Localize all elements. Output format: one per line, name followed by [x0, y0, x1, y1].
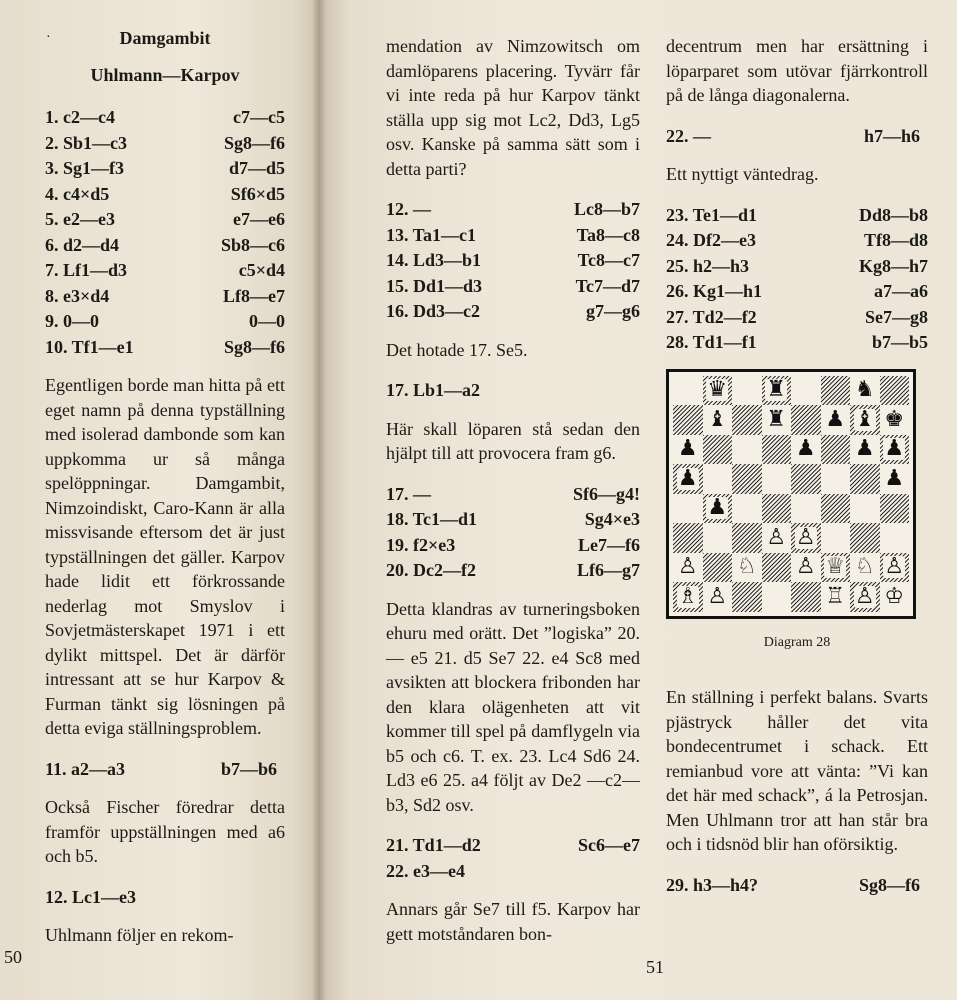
board-square: [732, 494, 762, 524]
chess-piece: ♝: [707, 406, 728, 432]
move-row: [666, 124, 928, 149]
board-square: [673, 464, 703, 494]
black-move: Sg8—f6: [858, 874, 920, 895]
paragraph: Ett nyttigt väntedrag.: [666, 164, 819, 184]
white-move: 12. Lc1—e3: [45, 886, 136, 907]
black-move: Lf6—g7: [577, 560, 640, 580]
move-row: [666, 873, 928, 898]
board-square: [732, 464, 762, 494]
board-square: [791, 464, 821, 494]
paragraph: Också Fischer föredrar detta framför uppställningen med a6 och b5.: [45, 797, 285, 866]
chess-piece: ♟: [825, 406, 846, 432]
board-square: [762, 464, 792, 494]
game-players: Uhlmann—Karpov: [90, 64, 240, 85]
board-square: [880, 523, 910, 553]
white-move: 20. Dc2—f2: [386, 560, 476, 580]
stray-mark: ·: [46, 30, 51, 45]
left-column: [45, 26, 285, 964]
book-gutter: [312, 0, 326, 1000]
move-row: [45, 885, 285, 910]
board-square: [821, 494, 851, 524]
chess-piece: ♛: [707, 377, 728, 403]
paragraph: mendation av Nimzowitsch om damlöparens placering. Tyvärr får vi inte reda på hur Karpov tänkt ställa upp sig mot Lc2, Dd3, Lg5 osv. Kanske på samma sätt som i detta parti?: [386, 36, 640, 179]
paragraph: decentrum men har ersättning i löparparet som utövar fjärrkontroll på de långa diagonalerna.: [666, 36, 928, 105]
chess-piece: ♜: [766, 377, 787, 403]
chess-piece: ♟: [677, 465, 698, 491]
black-move: Sc6—e7: [578, 835, 640, 855]
board-square: [762, 376, 792, 406]
board-square: [791, 405, 821, 435]
chess-piece: ♙: [677, 554, 698, 580]
black-move: 0—0: [249, 311, 285, 331]
black-move: g7—g6: [586, 301, 640, 321]
black-move: Sf6×d5: [230, 183, 285, 204]
black-move: e7—e6: [233, 209, 285, 229]
chess-piece: ♕: [825, 554, 846, 580]
chess-piece: ♟: [795, 436, 816, 462]
white-move: 12. —: [386, 199, 431, 219]
board-square: [850, 435, 880, 465]
paragraph: Det hotade 17. Se5.: [386, 339, 528, 360]
black-move: d7—d5: [228, 158, 285, 178]
chess-diagram: [666, 369, 916, 619]
white-move: 5. e2—e3: [45, 209, 115, 229]
board-square: [791, 553, 821, 583]
board-square: [703, 435, 733, 465]
chess-piece: ♟: [884, 465, 905, 491]
white-move: 15. Dd1—d3: [386, 275, 483, 296]
chess-piece: ♟: [677, 436, 698, 462]
board-square: [821, 582, 851, 612]
black-move: Tc7—d7: [575, 275, 640, 296]
board-square: [850, 582, 880, 612]
white-move: 17. Lb1—a2: [386, 380, 481, 400]
move-list: [386, 482, 640, 583]
chess-piece: ♙: [854, 583, 875, 609]
right-column: [666, 34, 928, 911]
black-move: Sg8—f6: [223, 336, 285, 357]
board-square: [850, 464, 880, 494]
middle-column: [386, 34, 640, 962]
white-move: 10. Tf1—e1: [45, 336, 134, 357]
opening-moves: [45, 105, 285, 359]
chess-piece: ♟: [884, 436, 905, 462]
board-square: [791, 523, 821, 553]
white-move: 26. Kg1—h1: [666, 281, 763, 301]
chess-piece: ♗: [677, 583, 698, 609]
black-move: c7—c5: [233, 107, 285, 127]
chess-piece: ♘: [854, 554, 875, 580]
white-move: 24. Df2—e3: [666, 230, 756, 250]
chess-piece: ♙: [707, 583, 728, 609]
paragraph: Detta klandras av turneringsboken ehuru med orätt. Det ”logiska” 20. — e5 21. d5 Se7 22. e4 Sc8 med avsikten att blockera fribonden har den klara olägenheten att vit kommer till spel på damflygeln via b5 och c6. T. ex. 23. Lc4 Sd6 24. Ld3 e6 25. a4 följt av De2 —c2—b3, Sd2 osv.: [386, 598, 640, 815]
board-square: [821, 405, 851, 435]
board-square: [762, 553, 792, 583]
chess-piece: ♜: [766, 406, 787, 432]
black-move: [578, 859, 640, 884]
black-move: Tc8—c7: [577, 250, 640, 270]
paragraph: Annars går Se7 till f5. Karpov har gett motståndaren bon-: [386, 899, 640, 944]
board-square: [791, 435, 821, 465]
black-move: Se7—g8: [865, 306, 928, 327]
black-move: h7—h6: [863, 125, 920, 146]
move-row: [45, 757, 285, 782]
board-square: [703, 553, 733, 583]
white-move: 11. a2—a3: [45, 758, 126, 779]
board-square: [673, 376, 703, 406]
board-square: [673, 435, 703, 465]
black-move: Tf8—d8: [863, 230, 928, 250]
black-move: Kg8—h7: [858, 255, 928, 276]
move-list: [386, 833, 640, 883]
board-square: [762, 582, 792, 612]
chess-piece: ♚: [884, 406, 905, 432]
board-square: [703, 464, 733, 494]
white-move: 21. Td1—d2: [386, 835, 481, 855]
board-square: [732, 376, 762, 406]
white-move: 22. e3—e4: [386, 860, 465, 881]
board-square: [732, 553, 762, 583]
board-square: [880, 464, 910, 494]
white-move: 9. 0—0: [45, 311, 99, 331]
board-square: [703, 582, 733, 612]
board-square: [850, 376, 880, 406]
board-square: [850, 523, 880, 553]
white-move: 3. Sg1—f3: [45, 158, 125, 178]
white-move: 17. —: [386, 483, 431, 504]
board-square: [703, 494, 733, 524]
paragraph: Här skall löparen stå sedan den hjälpt till att provocera fram g6.: [386, 418, 640, 463]
black-move: Sg4×e3: [584, 509, 640, 529]
black-move: b7—b5: [871, 332, 928, 352]
white-move: 7. Lf1—d3: [45, 260, 128, 280]
move-row: [386, 378, 640, 403]
black-move: Ta8—c8: [576, 224, 640, 245]
board-square: [821, 376, 851, 406]
board-square: [732, 582, 762, 612]
chess-piece: ♖: [825, 583, 846, 609]
board-square: [821, 464, 851, 494]
board-square: [791, 582, 821, 612]
board-square: [703, 523, 733, 553]
board-square: [880, 405, 910, 435]
board-square: [821, 435, 851, 465]
game-title: Damgambit: [119, 28, 211, 48]
white-move: 6. d2—d4: [45, 234, 120, 255]
black-move: Sf6—g4!: [573, 483, 640, 504]
board-square: [732, 405, 762, 435]
white-move: 25. h2—h3: [666, 255, 750, 276]
board-square: [850, 494, 880, 524]
chess-piece: ♝: [854, 406, 875, 432]
move-list: [666, 203, 928, 355]
paragraph: En ställning i perfekt balans. Svarts pjästryck håller det vita bondecentrumet i schack. Ett remianbud vore att vänta: ”Vi kan det här med schack”, á la Petrosjan. Men Uhlmann tror att han står bra och i tidsnöd blir han oförsiktig.: [666, 687, 928, 854]
board-square: [732, 435, 762, 465]
black-move: Le7—f6: [578, 534, 640, 555]
chess-piece: ♞: [854, 377, 875, 403]
white-move: 2. Sb1—c3: [45, 132, 128, 153]
white-move: 23. Te1—d1: [666, 204, 758, 225]
board-square: [762, 405, 792, 435]
board-square: [703, 376, 733, 406]
board-square: [732, 523, 762, 553]
board-square: [821, 553, 851, 583]
board-square: [850, 405, 880, 435]
white-move: 18. Tc1—d1: [386, 509, 478, 529]
white-move: 29. h3—h4?: [666, 874, 759, 895]
board-square: [673, 494, 703, 524]
chess-piece: ♟: [707, 495, 728, 521]
board-square: [673, 405, 703, 435]
black-move: Sb8—c6: [220, 234, 285, 255]
white-move: 28. Td1—f1: [666, 332, 757, 352]
board-square: [791, 376, 821, 406]
white-move: 27. Td2—f2: [666, 306, 757, 327]
board-square: [673, 553, 703, 583]
move-list: [386, 197, 640, 324]
chess-board: [673, 376, 909, 612]
board-square: [762, 494, 792, 524]
chess-piece: ♙: [884, 554, 905, 580]
chess-piece: ♟: [854, 436, 875, 462]
black-move: a7—a6: [874, 281, 928, 301]
board-square: [880, 435, 910, 465]
paragraph: Egentligen borde man hitta på ett eget namn på denna typställning med isolerad dambonde som kan uppkomma ur så många spelöppningar. Damgambit, Nimzoindiskt, Caro-Kann är alla missvisande eftersom det är just typställningen det gäller. Karpov hade lidit ett förkrossande nederlag mot Smyslov i Sovjetmästerskapet 1971 i ett dylikt mittspel. Det är därför intressant att se hur Karpov & Furman tänkt sig lösningen på detta eviga ställningsproblem.: [45, 375, 285, 738]
white-move: 4. c4×d5: [45, 183, 110, 204]
chess-piece: ♙: [766, 524, 787, 550]
chess-piece: ♙: [795, 524, 816, 550]
board-square: [880, 494, 910, 524]
board-square: [703, 405, 733, 435]
white-move: 16. Dd3—c2: [386, 301, 480, 321]
paragraph: Uhlmann följer en rekom-: [45, 925, 234, 945]
chess-piece: ♙: [795, 554, 816, 580]
white-move: 14. Ld3—b1: [386, 250, 482, 270]
board-square: [762, 523, 792, 553]
board-square: [850, 553, 880, 583]
chess-piece: ♔: [884, 583, 905, 609]
board-square: [762, 435, 792, 465]
board-square: [673, 582, 703, 612]
page-number-right: 51: [646, 957, 664, 977]
board-square: [880, 582, 910, 612]
white-move: 19. f2×e3: [386, 534, 456, 555]
chess-piece: ♘: [736, 554, 757, 580]
white-move: 1. c2—c4: [45, 107, 115, 127]
black-move: c5×d4: [238, 260, 285, 280]
white-move: 22. —: [666, 125, 711, 146]
board-square: [880, 376, 910, 406]
board-square: [673, 523, 703, 553]
board-square: [880, 553, 910, 583]
white-move: 8. e3×d4: [45, 285, 110, 306]
board-square: [791, 494, 821, 524]
diagram-caption: Diagram 28: [763, 634, 831, 650]
black-move: Sg8—f6: [223, 132, 285, 153]
black-move: Lc8—b7: [573, 199, 640, 219]
black-move: b7—b6: [220, 758, 277, 779]
board-square: [821, 523, 851, 553]
white-move: 13. Ta1—c1: [386, 224, 477, 245]
black-move: Dd8—b8: [858, 204, 928, 225]
black-move: Lf8—e7: [223, 285, 285, 306]
page-number-left: 50: [4, 947, 22, 967]
